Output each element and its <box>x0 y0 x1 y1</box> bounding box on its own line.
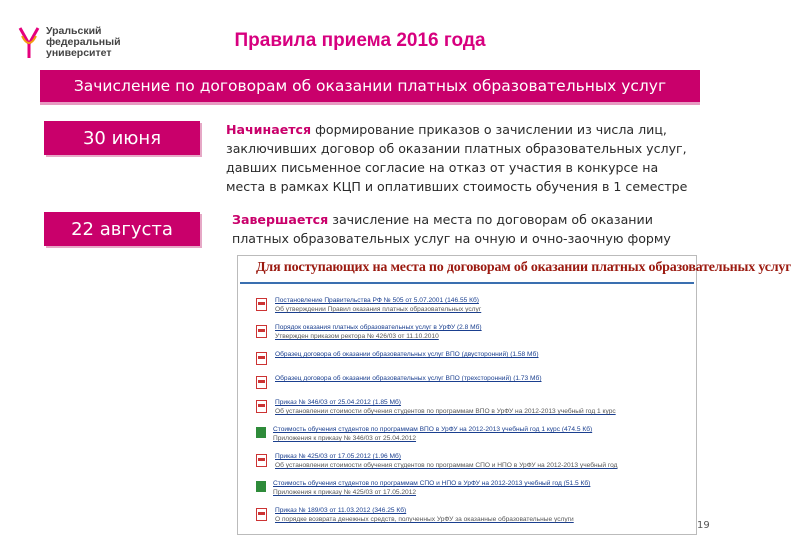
document-list-item[interactable] <box>256 452 686 470</box>
pdf-icon <box>256 376 267 389</box>
pdf-icon <box>256 508 267 521</box>
logo-line-3: университет <box>46 47 112 59</box>
document-link[interactable] <box>273 425 592 443</box>
document-screenshot <box>237 255 791 535</box>
pdf-icon <box>256 400 267 413</box>
end-paragraph <box>232 210 694 248</box>
pdf-icon <box>256 325 267 338</box>
xls-icon <box>256 427 266 438</box>
document-list-item[interactable] <box>256 506 686 524</box>
start-text: формирование приказов о зачислении из числа лиц, заключивших договор об оказании платных образовательных услуг, давших письменное согласие на отказ от участия в конкурсе на места в рамках КЦП и оплативших стоимость обучения в 1 семестре <box>226 122 688 194</box>
document-link-caption: Об установлении стоимости обучения студентов по программам ВПО в УрФУ на 2012-2013 учебный год 1 курс <box>275 408 616 415</box>
document-link-text[interactable]: Порядок оказания платных образовательных услуг в УрФУ (2.8 Мб) <box>275 324 482 331</box>
document-link-text[interactable]: Приказ № 425/03 от 17.05.2012 (1.96 Мб) <box>275 453 402 460</box>
document-link-caption: Приложения к приказу № 425/03 от 17.05.2012 <box>273 489 417 496</box>
document-list-item[interactable] <box>256 479 686 497</box>
xls-icon <box>256 481 266 492</box>
document-title: Для поступающих на места по договорам об оказании платных образовательных услуг <box>256 260 791 275</box>
banner-text: Зачисление по договорам об оказании платных образовательных услуг <box>73 77 667 95</box>
document-link-text[interactable]: Приказ № 189/03 от 11.03.2012 (346.25 Кб) <box>275 507 407 514</box>
document-list-item[interactable] <box>256 398 686 416</box>
document-list <box>256 296 686 533</box>
document-link[interactable] <box>275 350 539 359</box>
document-list-item[interactable] <box>256 323 686 341</box>
document-link[interactable] <box>273 479 590 497</box>
document-divider <box>240 282 694 284</box>
section-banner <box>40 70 700 105</box>
end-highlight: Завершается <box>232 212 329 227</box>
document-list-item[interactable] <box>256 296 686 314</box>
document-link-text[interactable]: Стоимость обучения студентов по программам ВПО в УрФУ на 2012-2013 учебный год 1 курс (474.5 Кб) <box>273 426 593 433</box>
document-link-caption: Приложения к приказу № 346/03 от 25.04.2012 <box>273 435 417 442</box>
document-link-caption: Об утверждении Правил оказания платных образовательных услуг <box>275 306 482 313</box>
document-list-item[interactable] <box>256 350 686 365</box>
document-link[interactable] <box>275 296 481 314</box>
document-link-caption: О порядке возврата денежных средств, полученных УрФУ за оказанные образовательные услуги <box>275 516 574 523</box>
pdf-icon <box>256 298 267 311</box>
document-list-item[interactable] <box>256 425 686 443</box>
start-paragraph <box>226 120 696 196</box>
document-link[interactable] <box>275 398 616 416</box>
document-link-text[interactable]: Образец договора об оказании образовательных услуг ВПО (трехсторонний) (1.73 Мб) <box>275 375 542 382</box>
date-box-start: 30 июня <box>44 121 200 155</box>
document-list-item[interactable] <box>256 374 686 389</box>
document-link[interactable] <box>275 452 618 470</box>
document-link-text[interactable]: Постановление Правительства РФ № 505 от 5.07.2001 (146.55 Кб) <box>275 297 479 304</box>
document-link[interactable] <box>275 506 574 524</box>
document-link-text[interactable]: Приказ № 346/03 от 25.04.2012 (1.85 Мб) <box>275 399 402 406</box>
slide-title: Правила приема 2016 года <box>234 30 486 51</box>
date-box-end: 22 августа <box>44 212 200 246</box>
page-number: 19 <box>697 520 710 531</box>
logo-line-2: федеральный <box>46 36 121 48</box>
pdf-icon <box>256 454 267 467</box>
start-highlight: Начинается <box>226 122 312 137</box>
document-link[interactable] <box>275 323 482 341</box>
logo-line-1: Уральский <box>46 25 102 37</box>
pdf-icon <box>256 352 267 365</box>
document-link[interactable] <box>275 374 542 383</box>
document-link-text[interactable]: Стоимость обучения студентов по программам СПО и НПО в УрФУ на 2012-2013 учебный год (51.5 Кб) <box>273 480 591 487</box>
end-text: зачисление на места по договорам об оказании платных образовательных услуг на очную и очно-заочную форму <box>232 212 671 246</box>
document-link-caption: Об установлении стоимости обучения студентов по программам СПО и НПО в УрФУ на 2012-2013 учебный год <box>275 462 618 469</box>
document-link-caption: Утвержден приказом ректора № 426/03 от 11.10.2010 <box>275 333 439 340</box>
document-link-text[interactable]: Образец договора об оказании образовательных услуг ВПО (двусторонний) (1.58 Мб) <box>275 351 539 358</box>
